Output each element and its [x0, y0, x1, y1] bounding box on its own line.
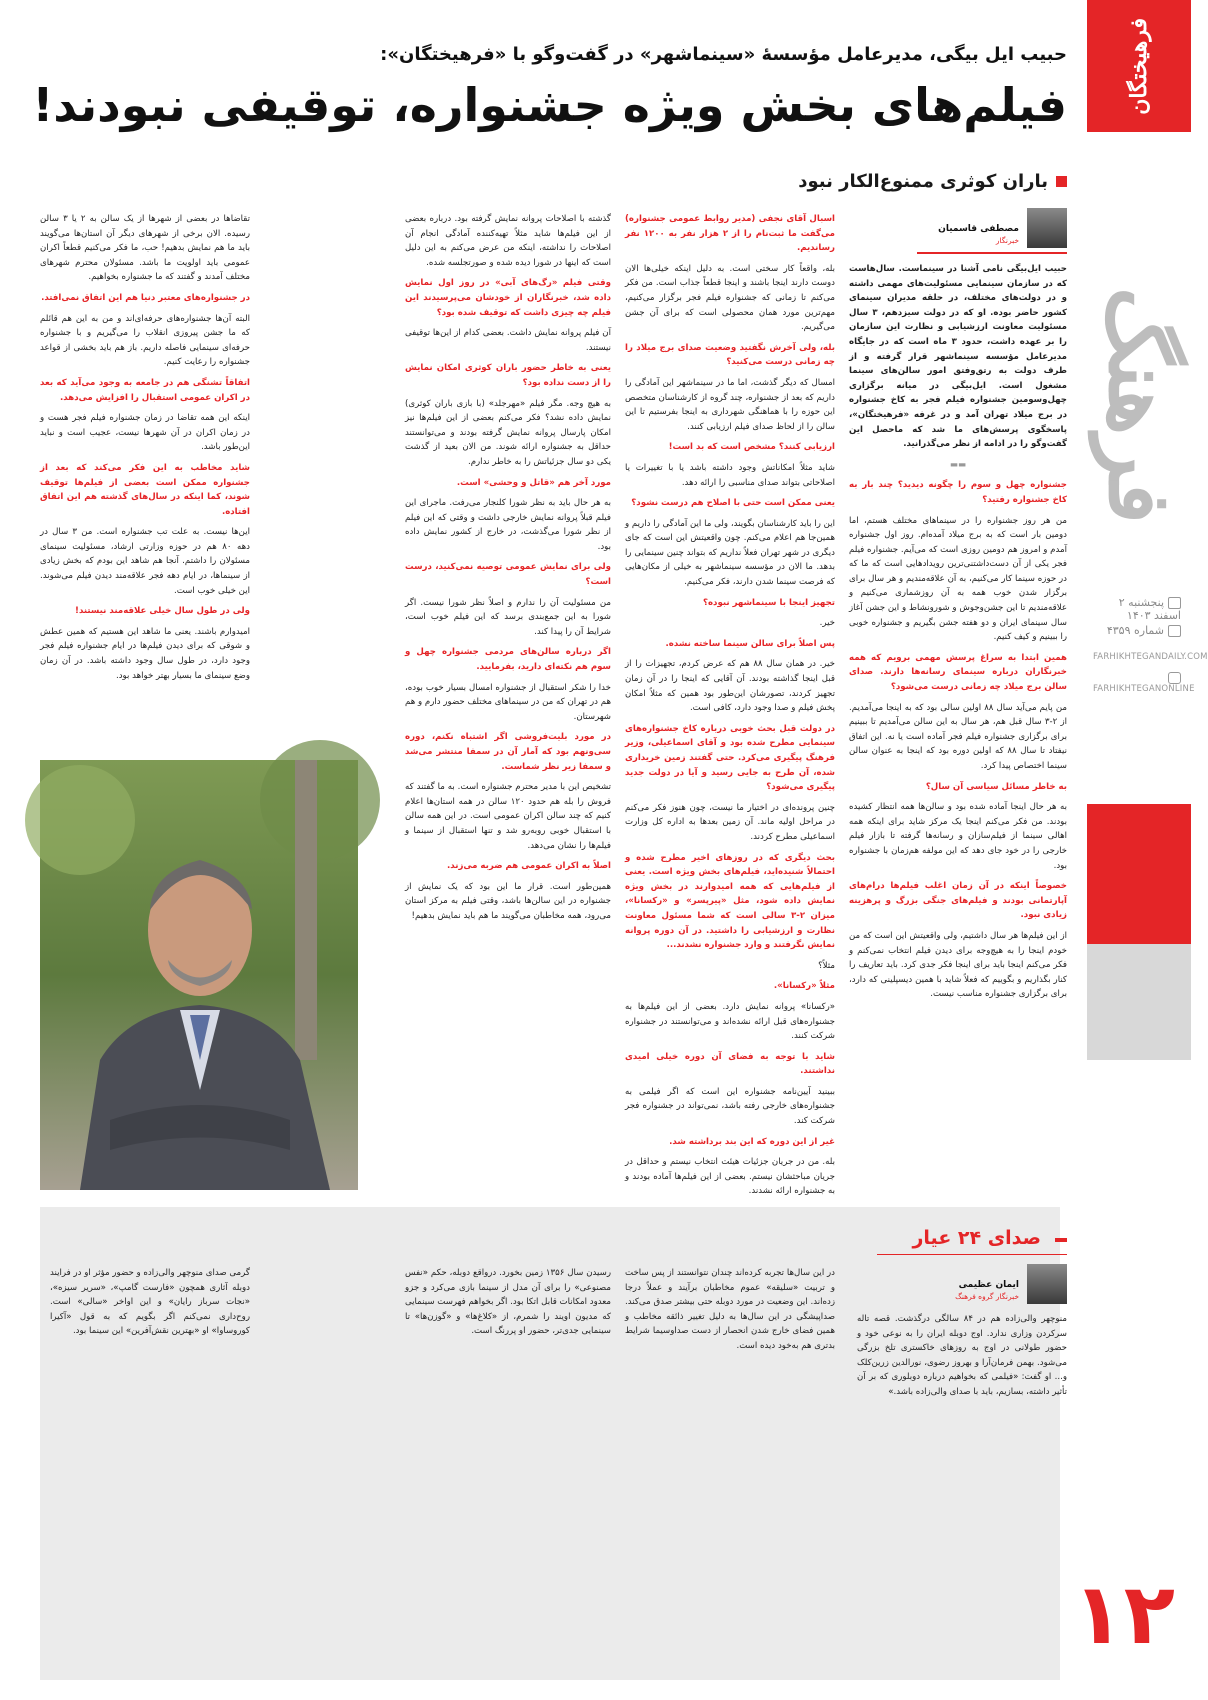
answer: تقاضاها در بعضی از شهرها از یک سالن به ۲ یا ۳ سالن رسیده. الان برخی از شهرهای دیگر آن استان‌ها می‌گویند باید ما هم نمایش بدهیم! حب، ما فکر می‌کنیم قطعاً اکران عمومی باید اولویت ما باشد. مسئولان محترم شهرهای مختلف آمدند و گفتند که ما جشنواره بخواهیم.	[40, 214, 250, 283]
author-card	[917, 208, 1067, 248]
issue-date: پنجشنبه ۲ اسفند ۱۴۰۳	[1118, 596, 1181, 622]
answer: این را باید کارشناسان بگویند، ولی ما این آمادگی را داریم و همین‌جا هم اعلام می‌کنم. چون واقعیتش این است که جای دیگری در شهر تهران فعلاً نداریم که بتواند چنین سینمایی را بدهد. ما الان در مؤسسه سینماشهر به خیلی از مکان‌هایی که فرصت سینما شدن دارند، فکر می‌کنیم.	[625, 518, 835, 588]
question: در جشنواره‌های معتبر دنیا هم این اتفاق نمی‌افتد.	[41, 292, 250, 303]
answer: بله. من در جریان جزئیات هیئت انتخاب نیستم و حداقل در جریان مباحثشان نیستم. بعضی از این فیلم‌ها آماده بودند و به جشنواره ارائه نشدند.	[625, 1157, 835, 1197]
answer: شاید مثلاً امکاناتش وجود داشته باشد یا با تغییرات یا اصلاحاتی بتواند صدای مناسبی را ارائه دهد.	[625, 462, 835, 488]
question: مورد آخر هم «قاتل و وحشی» است.	[456, 477, 611, 488]
question: وقتی فیلم «رگ‌های آبی» در روز اول نمایش داده شد، خبرنگاران از خودشان می‌پرسیدند این فیلم چه چیزی داشت که توقیف شده بود؟	[405, 278, 611, 318]
answer: چنین پرونده‌ای در اختیار ما نیست، چون هنوز فکر می‌کنم در مراحل اولیه ماند. آن زمین بعدها به اداره کل وزارت اسماعیلی مطرح کردند.	[625, 802, 835, 842]
sidebar-grey-band	[1087, 944, 1191, 1060]
answer: همین‌طور است. قرار ما این بود که یک نمایش از جشنواره در این سالن‌ها باشد، وقتی فیلم به مرکز استان می‌رود، همه مخاطبان می‌گویند ما هم باید نمایش بدهیم!	[405, 881, 611, 921]
question: در مورد بلیت‌فروشی اگر اشتباه نکنم، دوره سی‌ونهم بود که آمار آن در سمفا منتشر می‌شد و سمفا زیر نظر شماست.	[405, 732, 611, 772]
bottom-author-name: ایمان عظیمی	[958, 1280, 1019, 1290]
subhead-text: باران کوثری ممنوع‌الکار نبود	[798, 171, 1048, 192]
column-4	[40, 212, 250, 752]
column-3	[405, 212, 611, 1192]
answer: خدا را شکر استقبال از جشنواره امسال بسیار خوب بوده، هم در تهران که من در سینماهای مختلف حضور دارم و هم شهرستان.	[405, 682, 611, 722]
bottom-author-card	[917, 1264, 1067, 1304]
question: مثلاً «رکسانا».	[773, 981, 835, 992]
website-link[interactable]: FARHIKHTEGANDAILY.COM	[1093, 652, 1208, 662]
question: ولی در طول سال خیلی علاقه‌مند نیستند!	[75, 606, 250, 617]
question: غیر از این دوره که این بند برداشته شد.	[669, 1136, 835, 1147]
question: اصلاً به اکران عمومی هم ضربه می‌زند.	[447, 861, 611, 872]
red-square-bullet	[1056, 176, 1067, 187]
question: یعنی ممکن است حتی با اصلاح هم درست نشود؟	[631, 498, 835, 509]
column-2	[625, 212, 835, 1197]
question: بله، ولی آخرش نگفتید وضعیت صدای برج میلاد را چه زمانی درست می‌کنید؟	[625, 342, 835, 368]
headline: فیلم‌های بخش ویژه جشنواره، توقیفی نبودند!	[32, 78, 1067, 132]
question: همین ابتدا به سراغ پرسش مهمی برویم که همه خبرنگاران درباره سینمای رسانه‌ها دارند. صدای سالن برج میلاد چه زمانی درست می‌شود؟	[849, 652, 1067, 693]
page-number: ۱۲	[1072, 1565, 1175, 1663]
answer: اینکه این همه تقاضا در زمان جشنواره فیلم فجر هست و در زمان اکران در آن شهرها نیست، عجیب است و نباید این‌طور باشد.	[40, 413, 250, 453]
answer: خیر. در همان سال ۸۸ هم که عرض کردم، تجهیزات را از قبل اینجا گذاشته بودند. آن آقایی که اینجا را در آن زمان تجهیز کردند، تصورشان این‌طور بود همین که مثلاً امکان پخش فیلم و صدا وجود دارد، کافی است.	[625, 659, 835, 714]
answer: «رکسانا» پروانه نمایش دارد. بعضی از این فیلم‌ها به جشنواره‌های قبل ارائه نشده‌اند و می‌توانستند در جشنواره شرکت کنند.	[625, 1001, 835, 1042]
question: در دولت قبل بحث خوبی درباره کاخ جشنواره‌های سینمایی مطرح شده بود و آقای اسماعیلی، وزیر فرهنگ پیگیری می‌کرد. حتی گفتند زمین خریداری شده، آن طرح به جایی رسید و آیا در دولت جدید پیگیری می‌شود؟	[625, 723, 835, 793]
answer: من هر روز جشنواره را در سینماهای مختلف هستم، اما دومین بار است که به برج میلاد آمده‌ام. روز اول جشنواره آمدم و امروز هم دومین روزی است که می‌آیم. جشنواره فیلم فجر یکی از آن دست‌داشتنی‌ترین رویدادهایی است که ما که در حوزه سینما کار می‌کنیم، به آن علاقه‌مندیم و هر سال برای برگزار شدن خوب همه به آن روزشماری می‌کنیم و علاقه‌مندیم تا این جشن‌وجوش و شورونشاط و این جشن آغاز سال سینمای ایران و دو هفته جشن بگیریم و جشنواره خوبی را ببینیم و کیف کنیم.	[849, 515, 1067, 643]
question: یعنی به خاطر حضور باران کوثری امکان نمایش را از دست نداده بود؟	[405, 363, 611, 388]
answer: این‌ها نیست. به علت تب جشنواره است. من ۳ سال در دهه ۸۰ هم در حوزه وزارتی ارشاد، مسئولیت سینمای مسئولان را داشتم. آنجا هم شاهد این بودم که بخش زیادی از سینماها، در ایام دهه فجر علاقه‌مند دیدن فیلم می‌شوند. این خیلی خوب است.	[40, 527, 251, 596]
question: ولی برای نمایش عمومی توصیه نمی‌کنید، درست است؟	[405, 562, 611, 588]
bottom-title-rule	[877, 1254, 1067, 1255]
question: اتفاقاً تشنگی هم در جامعه به وجود می‌آید که بعد در اکران عمومی استقبال را افزایش می‌دهد.	[40, 377, 250, 403]
social-handle[interactable]: FARHIKHTEGANONLINE	[1093, 672, 1181, 694]
answer: آن فیلم پروانه نمایش داشت. بعضی کدام از این‌ها توقیفی نیستند.	[405, 328, 611, 353]
title-accent	[1055, 1238, 1067, 1242]
question: به خاطر مسائل سیاسی آن سال؟	[925, 781, 1067, 792]
question: بحث دیگری که در روزهای اخیر مطرح شده و احتمالاً شنیده‌اید، فیلم‌های بخش ویژه است. یعنی از فیلم‌هایی که همه امیدوارند در بخش ویژه نمایش داده شود، مثل «پیرپسر» و «رکسانا»، میزان ۲-۳ سالی است که شما مسئول معاونت نظارت و ارزشیابی را داشتید. در آن دوره پروانه نمایش نگرفتند و وارد جشنواره نشدند...	[625, 852, 835, 951]
answer: به هر حال اینجا آماده شده بود و سالن‌ها همه انتظار کشیده بودند. من فکر می‌کنم اینجا یک مرکز شاید برای اینکه همه اهالی سینما از فیلم‌سازان و رسانه‌ها گرفته تا بازار فیلم خارجی را در خود جای دهد که این مولفه هم‌زمان با جشنواره بود.	[849, 802, 1067, 871]
question: شاید با توجه به فضای آن دوره خیلی امیدی نداشتند.	[625, 1051, 835, 1077]
column-1	[849, 262, 1067, 1192]
brand-logo: فرهیختگان	[1126, 17, 1152, 115]
lead-paragraph: حبیب ایل‌بیگی نامی آشنا در سینماست. سال‌هاست که در سازمان سینمایی مسئولیت‌های مهمی داشته و در دولت‌های مختلف، در حلقه مدیران سینمای کشور حاضر بوده. او که در دولت سیزدهم، ۳ سال مسئولیت معاونت ارزشیابی و نظارت این سازمان را بر عهده داشت، حدود ۳ ماه است که در جایگاه مدیرعامل مؤسسه سینماشهر قرار گرفته و از طرف دولت به رتق‌وفتق امور سالن‌های سینما مشغول است. ایل‌بیگی در میانه برگزاری چهل‌وسومین جشنواره فیلم فجر به کاخ جشنواره در برج میلاد تهران آمد و در غرفه «فرهیختگان»، پاسخگوی پرسش‌های ما شد که ماحصل این گفت‌وگو را در ادامه از نظر می‌گذرانید.	[849, 264, 1067, 450]
question: ارزیابی کنند؟ مشخص است که بد است!	[668, 442, 835, 453]
newspaper-icon	[1168, 625, 1181, 637]
author-divider	[917, 252, 1067, 254]
answer: من پایم می‌آید سال ۸۸ اولین سالی بود که به اینجا می‌آمدیم. از ۲-۳ سال قبل هم، هر سال به این سالن می‌آمدیم تا ببینیم برای برگزاری جشنواره فیلم فجر آماده است یا نه. این اتفاق نیفتاد تا سال ۸۸ که اولین دوره بود که اینجا به عنوان سالن سینما اختصاص پیدا کرد.	[849, 702, 1067, 771]
question: شاید مخاطب به این فکر می‌کند که بعد از جشنواره ممکن است بعضی از فیلم‌ها توقیف شوند، کما اینکه در سال‌های گذشته هم این اتفاق افتاده.	[40, 462, 250, 517]
bottom-column-4: گرمی صدای منوچهر والی‌زاده و حضور مؤثر او در فرایند دوبله آثاری همچون «فارست گامپ»، «سریر سیزه»، «نجات سرباز رایان» و این اواخر «سالی» است. روح‌داری نمی‌کنم اگر بگویم که به قول «آکیرا کوروساوا» او «بهترین نقش‌آفرین» این سینما بود.	[50, 1268, 250, 1337]
portrait-illustration	[40, 760, 358, 1190]
subhead	[798, 171, 1067, 192]
interviewee-photo	[40, 760, 358, 1190]
answer: ببینید آیین‌نامه جشنواره این است که اگر فیلمی به جشنواره‌های خارجی رفته باشد، نمی‌تواند در جشنواره فجر شرکت کند.	[625, 1086, 835, 1127]
answer: مثلاً؟	[818, 960, 835, 971]
kicker: حبیب ایل بیگی، مدیرعامل مؤسسهٔ «سینماشهر» در گفت‌وگو با «فرهیختگان»:	[380, 44, 1067, 65]
bottom-column-2: در این سال‌ها تجربه کرده‌اند چندان نتوانستند از پس ساخت و تربیت «سلیقه» عموم مخاطبان برآیند و عملاً درجا زده‌اند. این وضعیت در مورد دوبله حتی بیشتر صدق می‌کند. صداپیشگی در این سال‌ها به دلیل تغییر ذائقه مخاطب و همین فضای خارج شدن انحصار از دست صداوسیما شرایط بدتری هم به‌خود دیده است.	[625, 1268, 835, 1351]
bottom-author-photo	[1027, 1264, 1067, 1304]
bottom-column-3: رسیدن سال ۱۳۵۶ زمین بخورد. درواقع دوبله، حکم «نفس مصنوعی» را برای آن مدل از سینما بازی می‌کرد و جزو معدود امکانات قابل اتکا بود. اگر بخواهم فهرست سینمایی که مدیون اویند را شمرم، از «کلاغ‌ها» و «گوزن‌ها» تا سینمایی جدی‌تر، حضور او پررنگ است.	[405, 1268, 612, 1337]
answer: امسال که دیگر گذشت، اما ما در سینماشهر این آمادگی را داریم که بعد از جشنواره، چند گروه از کارشناسان متخصص این حوزه را با هماهنگی شهرداری به اینجا بفرستیم تا این سالن را از لحاظ صدای فیلم ارزیابی کنند.	[625, 377, 835, 432]
answer: به هر حال باید به نظر شورا کلنجار می‌رفت. ماجرای این فیلم قبلاً پروانه نمایش خارجی داشت و وقتی که این فیلم از نظر شورا می‌گذشت، در خارج از کشور نمایش داده بود.	[405, 498, 611, 552]
author-photo	[1027, 208, 1067, 248]
question: پس اصلاً برای سالن سینما ساخته نشده.	[665, 638, 835, 649]
question: تجهیز اینجا با سینماشهر نبوده؟	[703, 597, 835, 608]
author-role: خبرنگار	[995, 236, 1019, 245]
answer: خیر.	[819, 618, 835, 629]
issue-number: شماره ۴۳۵۹	[1093, 624, 1181, 637]
section-title: فرهنگ	[1089, 286, 1190, 524]
answer: به هیچ وجه. مگر فیلم «مهرجلد» (با بازی باران کوثری) نمایش داده نشد؟ فکر می‌کنم بعضی از این فیلم‌ها نیز امکان پارسال پروانه نمایش گرفته بودند و می‌توانستند حداقل به جشنواره ارائه شوند. من الان بعید از گذشت یکی دو سال جزئیاتش را به خاطر ندارم.	[405, 398, 611, 467]
question: خصوصاً اینکه در آن زمان اغلب فیلم‌ها درام‌های آپارتمانی بودند و فیلم‌های جنگی بزرگ و پرهزینه زیادی نبود.	[849, 881, 1067, 921]
sidebar-red-band	[1087, 804, 1191, 944]
author-name: مصطفی قاسمیان	[938, 224, 1019, 234]
answer: بله، واقعاً کار سختی است. به دلیل اینکه خیلی‌ها الان دوست دارند اینجا باشند و اینجا قطعاً جذاب است. من فکر می‌کنم تا زمانی که جشنواره فیلم فجر برگزار می‌کنیم، مهم‌ترین مورد همان محصولی است که برای آن جشن می‌گیریم.	[625, 263, 835, 333]
separator-glyph: ▬▬	[949, 459, 967, 470]
question: اسبال آقای نجفی (مدیر روابط عمومی جشنواره) می‌گفت ما ثبت‌نام را از ۲ هزار نفر به ۱۲۰۰ نفر رساندیم.	[625, 214, 835, 254]
answer: از این فیلم‌ها هر سال داشتیم، ولی واقعیتش این است که من خودم اینجا را به هیچ‌وجه برای دیدن فیلم انتخاب نمی‌کنم و فکر می‌کنم اینجا باید برای اینجا فکر جدی کرد. باید تعاریف را کنار بگذاریم و بگوییم که فعلاً شاید با همین دیسپلینی که دارد، برای برگزاری جشنواره مناسب نیست.	[849, 930, 1067, 1000]
question: جشنواره چهل و سوم را چگونه دیدید؟ چند بار به کاخ جشنواره رفتید؟	[849, 480, 1067, 505]
bottom-title: صدای ۲۴ عیار	[912, 1227, 1041, 1249]
answer: البته آن‌ها جشنواره‌های حرفه‌ای‌اند و من به این هم قائلم که ما جشن پیروزی انقلاب را می‌گیریم و با جشنواره حرفه‌ای سینمایی فاصله داریم. باز هم باید بخشی از قواعد جشنواره را رعایت کنیم.	[40, 313, 250, 368]
bottom-author-role: خبرنگار گروه فرهنگ	[955, 1292, 1019, 1301]
bottom-column-1: منوچهر والی‌زاده هم در ۸۴ سالگی درگذشت. قصه تاله سرکردن وزاری ندارد. اوج دوبله ایران را به نوعی خود و حضور طولانی در اوج به روزهای خاکستری تلخ بزرگی می‌شود. بهمن فرمان‌آرا و بهروز رضوی، نورالدین زرین‌کلک و... او گفت: «فیلمی که بخواهیم درباره دوبلوری که بر آن تأثیر داشته، بسازیم، باید با صدای والی‌زاده باشد.»	[857, 1314, 1067, 1397]
answer: من مسئولیت آن را ندارم و اصلاً نظر شورا نیست. اگر شورا به این جمع‌بندی برسد که این فیلم خوب است، شرایط آن را پیدا کند.	[405, 597, 611, 637]
answer: تشخیص این با مدیر محترم جشنواره است. به ما گفتند که فروش را بله هم حدود ۱۲۰ سالن در همه استان‌ها اعلام کنیم که چند سالن اکران عمومی است. در این همه سالن با استقبال خوبی روبه‌رو شد و تنها استقبال از سینما و فیلم‌ها را نشان می‌دهد.	[405, 782, 611, 851]
instagram-icon	[1168, 672, 1181, 684]
answer: امیدوارم باشند. یعنی ما شاهد این هستیم که همین عطش و شوقی که برای دیدن فیلم‌ها در ایام جشنواره فیلم فجر وجود دارد، در طول سال وجود داشته باشد. در آن زمان وضع سینمای ما بسیار بهتر خواهد بود.	[40, 626, 250, 681]
calendar-icon	[1168, 597, 1181, 609]
question: اگر درباره سالن‌های مردمی جشنواره چهل و سوم هم نکته‌ای دارید، بفرمایید.	[405, 647, 611, 673]
brand-logo-box[interactable]	[1087, 0, 1191, 132]
answer: گذشته با اصلاحات پروانه نمایش گرفته بود. درباره بعضی از این فیلم‌ها شاید مثلاً تهیه‌کننده آمادگی انجام آن اصلاحات را نداشته، اینکه من عرض می‌کنم به این دلیل است که اینها در شورا دیده شده و صورتجلسه شده.	[405, 214, 611, 268]
